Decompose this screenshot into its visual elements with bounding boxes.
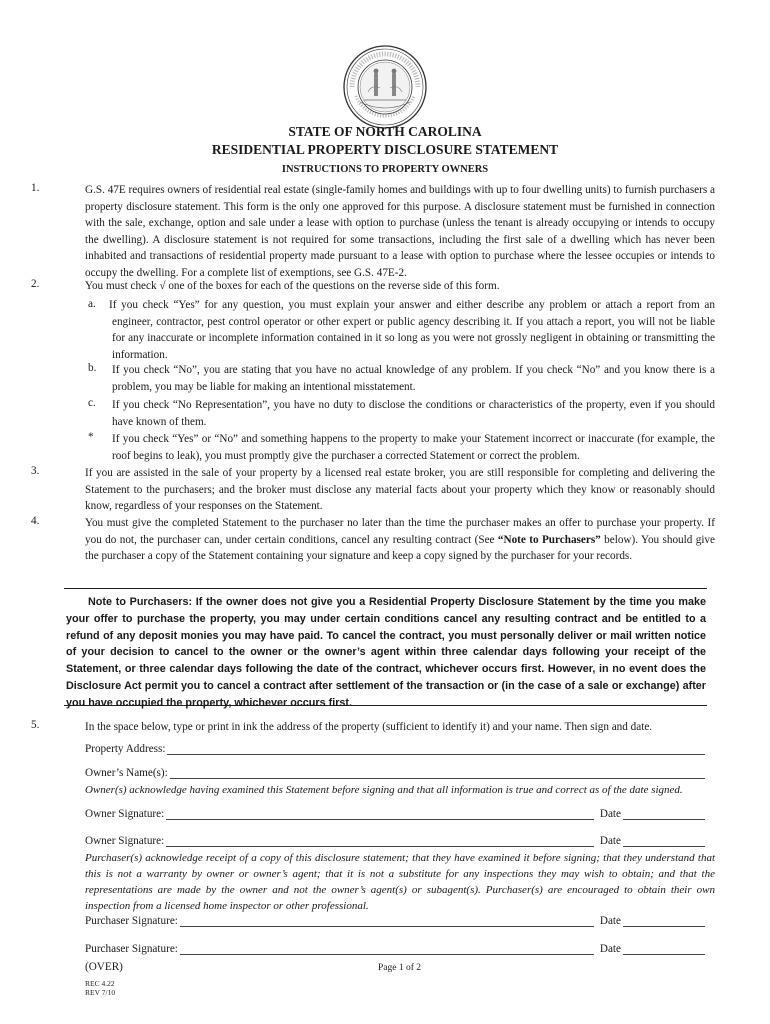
owner-date-2-label: Date xyxy=(599,835,621,847)
owner-signature-2-line[interactable] xyxy=(166,845,594,847)
purchaser-date-1-label: Date xyxy=(599,915,621,927)
purchaser-date-1-line[interactable] xyxy=(623,925,705,927)
owner-date-1-line[interactable] xyxy=(623,818,705,820)
item-2b-text: If you check “No”, you are stating that you have no actual knowledge of any problem. If you check “No” and you know there is a problem, you may be liable for making an intentional misstatement. xyxy=(112,364,715,393)
purchaser-signature-1-field[interactable] xyxy=(85,915,705,927)
item-3-number: 3. xyxy=(31,465,40,477)
owners-names-line[interactable] xyxy=(170,777,705,779)
item-4-text: You must give the completed Statement to the purchaser no later than the time the purchaser makes an offer to purchase your property. If you do not, the purchaser can, under certain conditions, cancel any resulting contract (See “Note to Purchasers” below). You should give the purchaser a copy of the Statement containing your signature and keep a copy signed by the purchaser for your records. xyxy=(85,517,715,563)
owners-names-field[interactable] xyxy=(85,767,705,779)
item-1-number: 1. xyxy=(31,182,40,194)
purchaser-signature-2-label: Purchaser Signature: xyxy=(85,943,178,955)
item-1-text: G.S. 47E requires owners of residential real estate (single-family homes and buildings with up to four dwelling units) to furnish purchasers a property disclosure statement. This form is the only one approved for this purpose. A disclosure statement must be furnished in connection with the sale, exchange, option and sale under a lease with option to purchase (unless the tenant is already occupying or intends to occupy the dwelling). A disclosure statement is not required for some transactions, including the first sale of a dwelling which has never been inhabited and transactions of residential property made pursuant to a lease with option to purchase where the lessee occupies or intends to occupy the dwelling. For a complete list of exemptions, see G.S. 47E-2. xyxy=(85,184,715,279)
item-2c-label: c. xyxy=(88,397,96,409)
purchaser-signature-1-label: Purchaser Signature: xyxy=(85,915,178,927)
item-5-text: In the space below, type or print in ink the address of the property (sufficient to identify it) and your name. Then sign and date. xyxy=(85,721,653,733)
item-2a-text: If you check “Yes” for any question, you must explain your answer and either describe any problem or attach a report from an engineer, contractor, pest control operator or other expert or public agency describing it. If you attach a report, you will not be liable for any inaccurate or incomplete information contained in it so long as you were not grossly negligent in obtaining or transmitting the information. xyxy=(109,299,715,361)
purchaser-acknowledgement: Purchaser(s) acknowledge receipt of a copy of this disclosure statement; that they have examined it before signing; that they understand that this is not a warranty by owner or owner’s agent; that it is not a substitute for any inspections they may wish to obtain; and that the representations are made by the owner and not the owner’s agent(s) or subagent(s). Purchaser(s) are encouraged to obtain their own inspection from a licensed home inspector or other professional. xyxy=(85,852,715,912)
item-2b-label: b. xyxy=(88,362,97,374)
item-3-text: If you are assisted in the sale of your property by a licensed real estate broker, you are still responsible for completing and delivering the Statement to the purchasers; and the broker must disclose any material facts about your property which they know or reasonably should know, regardless of your responses on the Statement. xyxy=(85,467,715,513)
instructions-heading: INSTRUCTIONS TO PROPERTY OWNERS xyxy=(281,164,489,175)
owner-signature-1-label: Owner Signature: xyxy=(85,808,165,820)
purchaser-signature-1-line[interactable] xyxy=(180,925,594,927)
property-address-line[interactable] xyxy=(167,753,705,755)
title-statement: RESIDENTIAL PROPERTY DISCLOSURE STATEMENT xyxy=(211,142,559,157)
owner-signature-1-line[interactable] xyxy=(166,818,594,820)
purchaser-date-2-line[interactable] xyxy=(623,953,705,955)
page-number: Page 1 of 2 xyxy=(378,963,422,973)
purchaser-date-2-label: Date xyxy=(599,943,621,955)
property-address-label: Property Address: xyxy=(85,743,166,755)
property-address-field[interactable] xyxy=(85,743,705,755)
item-2c-text: If you check “No Representation”, you have no duty to disclose the conditions or characteristics of the property, even if you should have known of them. xyxy=(112,399,715,428)
owner-date-1-label: Date xyxy=(599,808,621,820)
nc-real-estate-commission-seal xyxy=(342,44,428,130)
purchaser-signature-2-field[interactable] xyxy=(85,943,705,955)
owner-signature-1-field[interactable] xyxy=(85,808,705,820)
item-4-number: 4. xyxy=(31,515,40,527)
note-to-purchasers: Note to Purchasers: If the owner does not give you a Residential Property Disclosure Statement by the time you make your offer to purchase the property, you may under certain conditions cancel any resulting contract and be entitled to a refund of any deposit monies you may have paid. To cancel the contract, you must personally deliver or mail written notice of your decision to cancel to the owner or the owner’s agent within three calendar days following your receipt of the Statement, or three calendar days following the date of the contract, whichever occurs first. However, in no event does the Disclosure Act permit you to cancel a contract after settlement of the transaction or (in the case of a sale or exchange) after you have occupied the property, whichever occurs first. xyxy=(66,596,706,709)
owner-signature-2-field[interactable] xyxy=(85,835,705,847)
owner-acknowledgement: Owner(s) acknowledge having examined this Statement before signing and that all information is true and correct as of the date signed. xyxy=(85,784,683,796)
form-revision: REV 7/10 xyxy=(85,988,116,997)
owner-date-2-line[interactable] xyxy=(623,845,705,847)
item-2-text: You must check √ one of the boxes for each of the questions on the reverse side of this form. xyxy=(85,280,500,292)
item-2a-label: a. xyxy=(88,298,96,310)
item-2-star-label: * xyxy=(88,431,94,443)
title-state: STATE OF NORTH CAROLINA xyxy=(288,124,482,139)
over-indicator: (OVER) xyxy=(85,961,123,973)
purchaser-signature-2-line[interactable] xyxy=(180,953,594,955)
owners-names-label: Owner’s Name(s): xyxy=(85,767,168,779)
item-2-star-text: If you check “Yes” or “No” and something happens to the property to make your Statement incorrect or inaccurate (for example, the roof begins to leak), you must promptly give the purchaser a corrected Statement or correct the problem. xyxy=(112,433,715,462)
item-2-number: 2. xyxy=(31,278,40,290)
item-5-number: 5. xyxy=(31,719,40,731)
form-id: REC 4.22 xyxy=(85,979,115,988)
owner-signature-2-label: Owner Signature: xyxy=(85,835,165,847)
